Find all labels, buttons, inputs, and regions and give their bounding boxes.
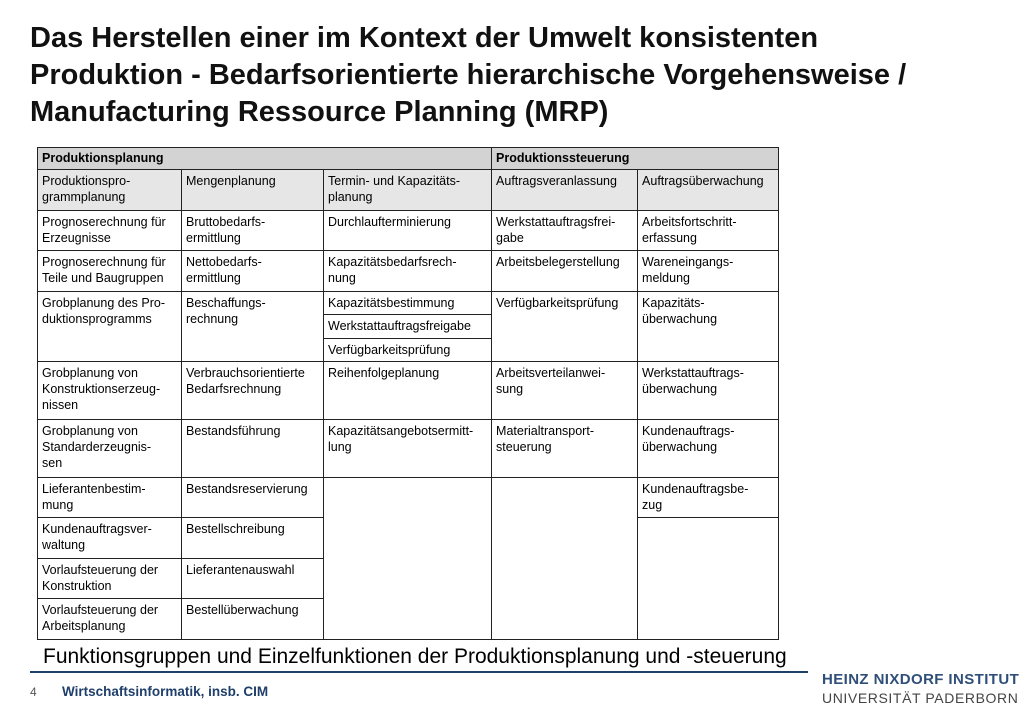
table-cell: Lieferantenauswahl [182,558,324,599]
table-cell: Kundenauftrags- überwachung [638,419,779,477]
footer-rule [30,671,808,673]
table-cell: Lieferantenbestim- mung [38,477,182,518]
table-cell: Verfügbarkeitsprüfung [324,338,492,361]
slide-title-line-2: Produktion - Bedarfsorientierte hierarchische Vorgehensweise / [30,59,907,91]
header-produktionssteuerung: Produktionssteuerung [492,148,779,170]
table-cell: Kapazitätsbestimmung [324,292,492,315]
empty-cell [492,477,638,639]
table-cell: Bestandsführung [182,419,324,477]
table-cell: Bestellschreibung [182,518,324,559]
table-cell: Durchlaufterminierung [324,210,492,251]
university-name: UNIVERSITÄT PADERBORN [822,690,1019,706]
table-cell: Kapazitätsbedarfsrech- nung [324,251,492,292]
table-row [38,210,779,251]
table-cell: Kundenauftragsver- waltung [38,518,182,559]
table-cell: Bestandsreservierung [182,477,324,518]
table-cell: Grobplanung des Pro- duktionsprogramms [38,292,182,362]
table-header-row [38,148,779,170]
table-cell: Werkstattauftrags- überwachung [638,361,779,419]
slide-title [30,20,1010,131]
table-cell: Bestellüberwachung [182,599,324,640]
table-row [38,251,779,292]
table-cell: Verbrauchsorientierte Bedarfsrechnung [182,361,324,419]
table-cell: Nettobedarfs- ermittlung [182,251,324,292]
table-caption: Funktionsgruppen und Einzelfunktionen der Produktionsplanung und -steuerung [43,645,787,668]
table-subheader-row [38,170,779,211]
table-cell: Arbeitsfortschritt- erfassung [638,210,779,251]
institute-name: HEINZ NIXDORF INSTITUT [822,671,1020,688]
table-row [38,292,779,315]
empty-cell [638,518,779,640]
subheader-cell: Mengenplanung [182,170,324,211]
table-cell: Arbeitsbelegerstellung [492,251,638,292]
table-cell: Materialtransport- steuerung [492,419,638,477]
table-cell: Kapazitäts- überwachung [638,292,779,362]
table-cell: Werkstattauftragsfreigabe [324,315,492,338]
page-number: 4 [30,685,37,699]
table-cell: Wareneingangs- meldung [638,251,779,292]
subheader-cell: Auftragsveranlassung [492,170,638,211]
slide-title-line-1: Das Herstellen einer im Kontext der Umwelt konsistenten [30,22,819,54]
slide-title-line-3: Manufacturing Ressource Planning (MRP) [30,96,609,128]
table-cell: Vorlaufsteuerung der Konstruktion [38,558,182,599]
table-cell: Bruttobedarfs- ermittlung [182,210,324,251]
table-cell: Prognoserechnung für Teile und Baugruppen [38,251,182,292]
table-cell: Verfügbarkeitsprüfung [492,292,638,362]
table-cell: Grobplanung von Standarderzeugnis- sen [38,419,182,477]
table-cell: Vorlaufsteuerung der Arbeitsplanung [38,599,182,640]
header-produktionsplanung: Produktionsplanung [38,148,492,170]
table-cell: Werkstattauftragsfrei- gabe [492,210,638,251]
table-cell: Beschaffungs- rechnung [182,292,324,362]
empty-cell [324,477,492,639]
table-cell: Grobplanung von Konstruktionserzeug- nissen [38,361,182,419]
table-cell: Kundenauftragsbe- zug [638,477,779,518]
table-cell: Arbeitsverteilanwei- sung [492,361,638,419]
table-cell: Prognoserechnung für Erzeugnisse [38,210,182,251]
subheader-cell: Termin- und Kapazitäts- planung [324,170,492,211]
function-table [37,147,779,640]
course-label: Wirtschaftsinformatik, insb. CIM [62,684,269,699]
subheader-cell: Produktionspro- grammplanung [38,170,182,211]
subheader-cell: Auftragsüberwachung [638,170,779,211]
table-cell: Reihenfolgeplanung [324,361,492,419]
table-cell: Kapazitätsangebotsermitt- lung [324,419,492,477]
table-row [38,361,779,419]
institute-logo [822,671,1020,707]
table-row [38,477,779,518]
table-row [38,419,779,477]
